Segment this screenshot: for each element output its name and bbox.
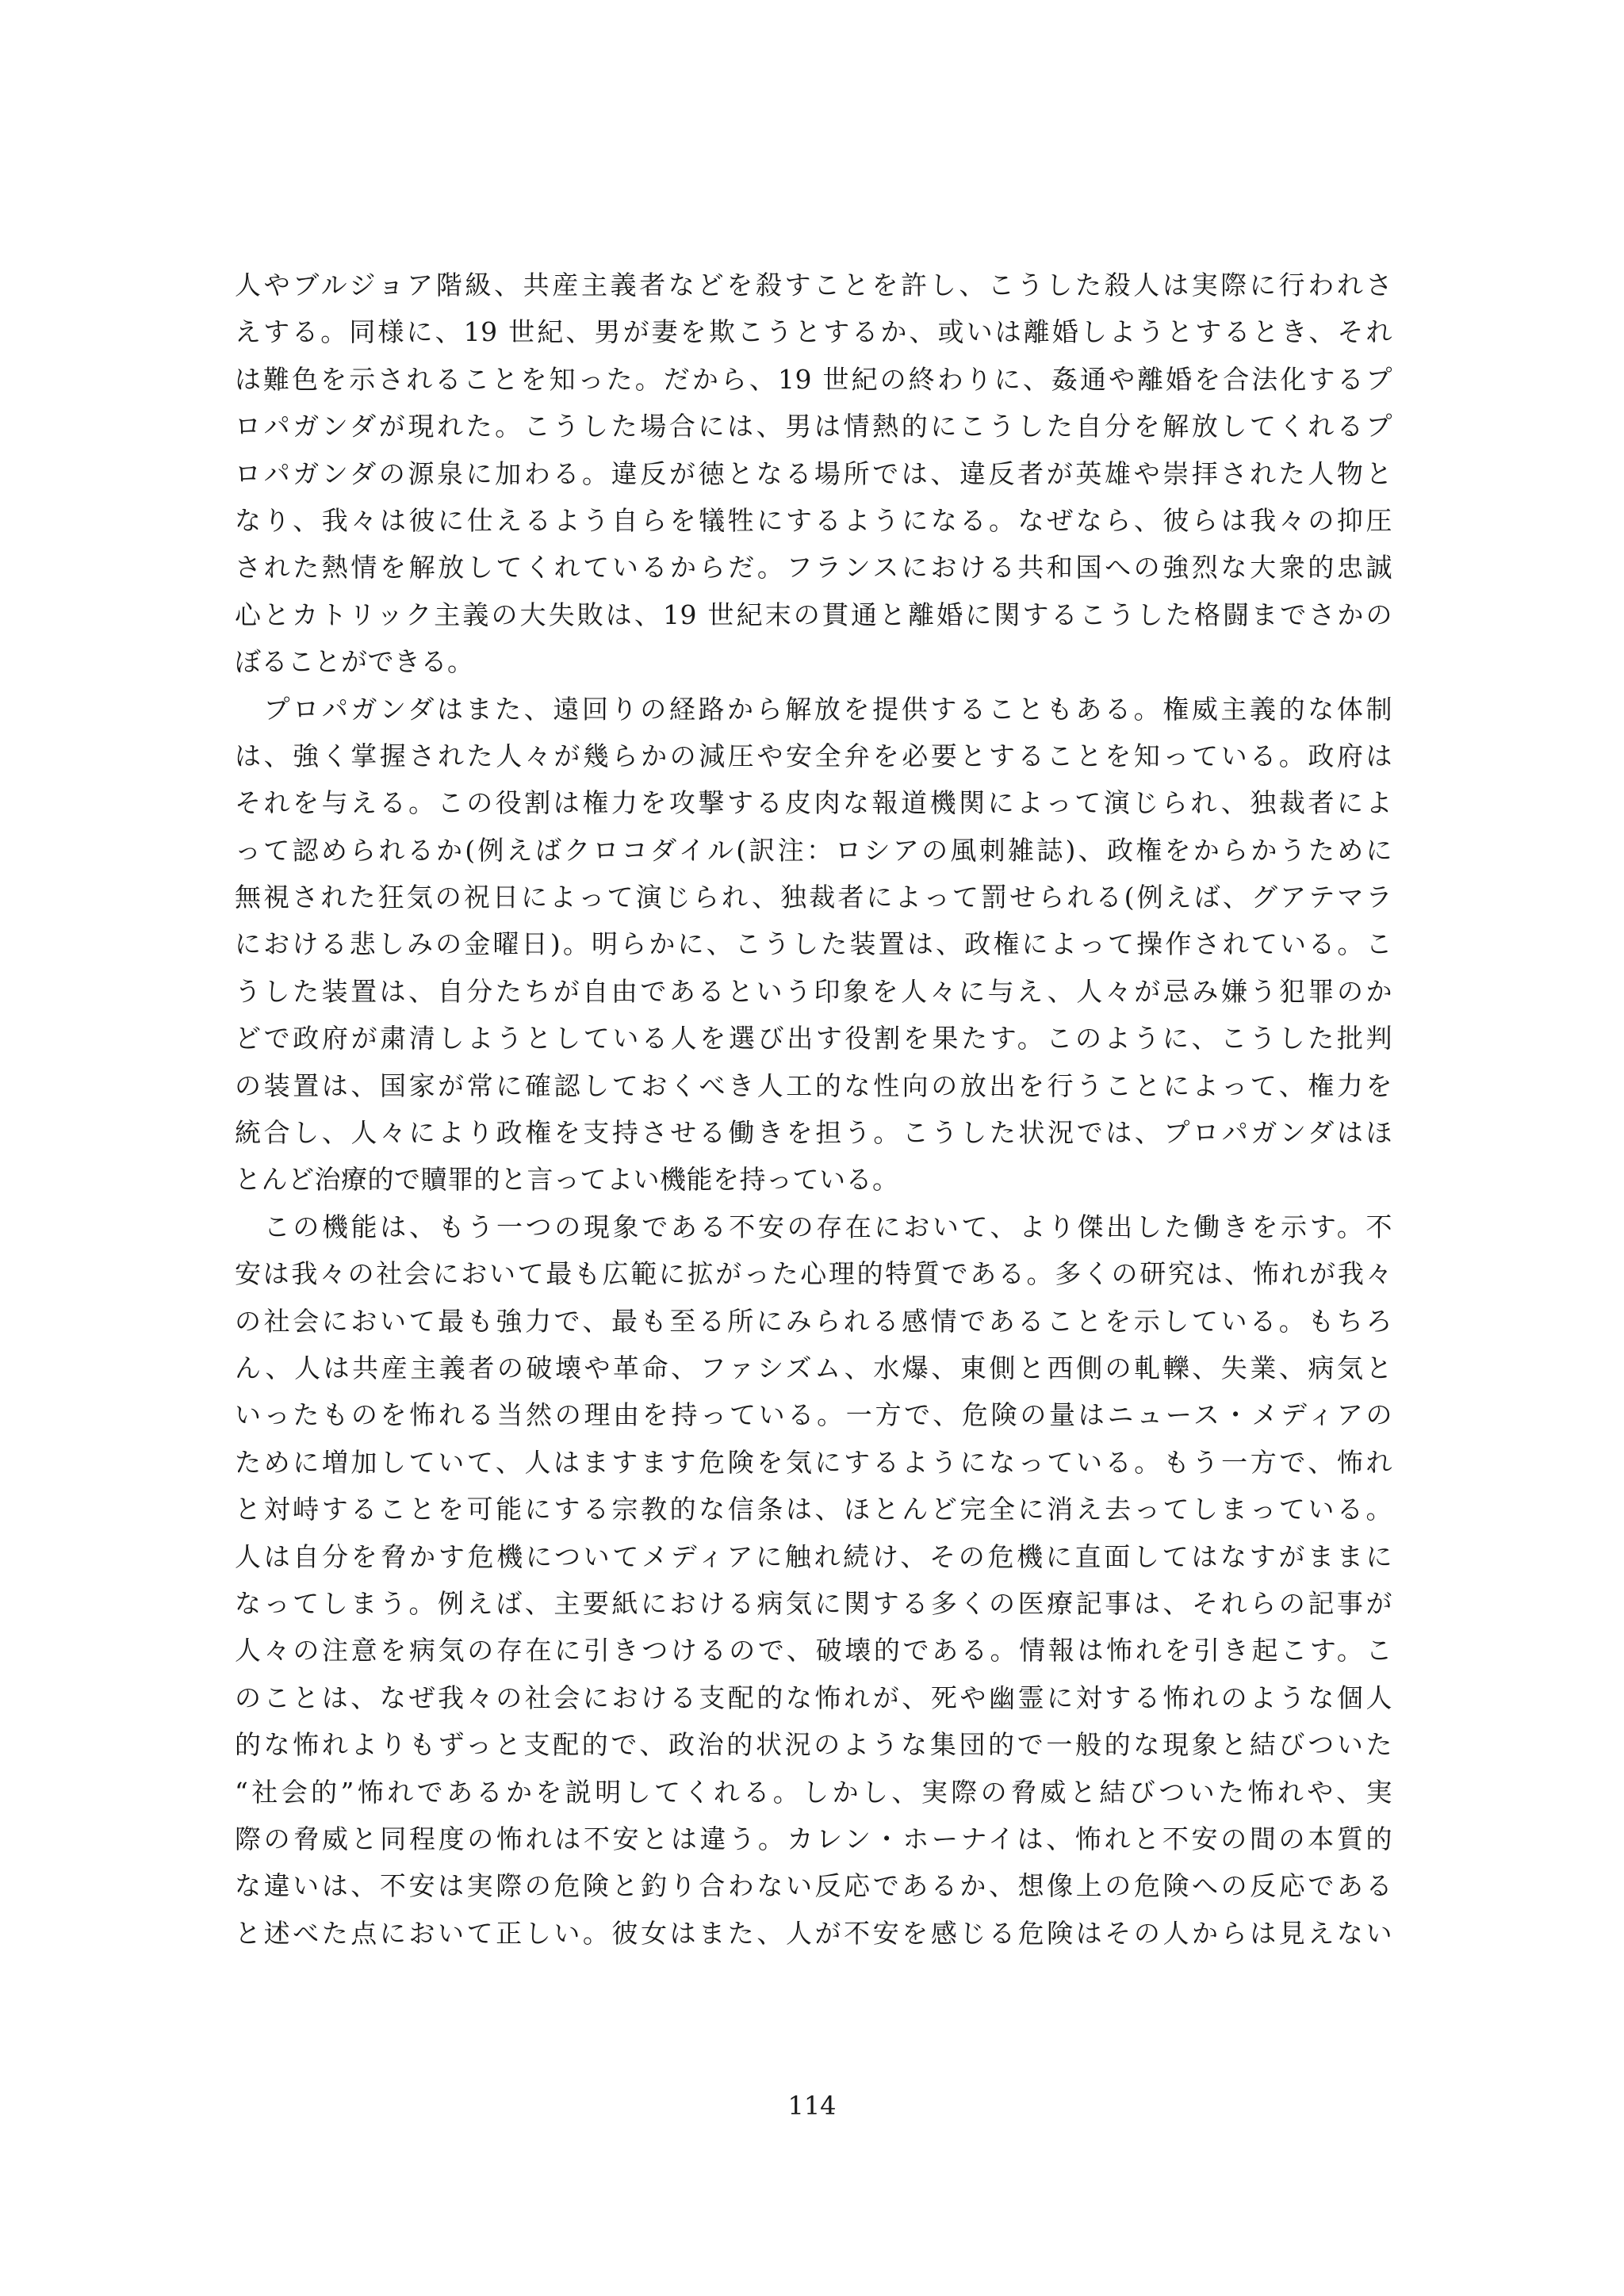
text-line: 心とカトリック主義の大失敗は、19 世紀末の貫通と離婚に関するこうした格闘までさかの xyxy=(235,599,1392,630)
text-line: 人々の注意を病気の存在に引きつけるので、破壊的である。情報は怖れを引き起こす。こ xyxy=(235,1635,1392,1667)
text-line: は、強く掌握された人々が幾らかの減圧や安全弁を必要とすることを知っている。政府は xyxy=(235,740,1392,771)
text-line: 人やブルジョア階級、共産主義者などを殺すことを許し、こうした殺人は実際に行われさ xyxy=(235,270,1392,300)
text-line: 人は自分を脅かす危機についてメディアに触れ続け、その危機に直面してはなすがままに xyxy=(235,1540,1392,1572)
text-line: の社会において最も強力で、最も至る所にみられる感情であることを示している。もちろ xyxy=(235,1305,1392,1337)
text-line: な違いは、不安は実際の危険と釣り合わない反応であるか、想像上の危険への反応である xyxy=(235,1870,1392,1902)
text-line: 統合し、人々により政権を支持させる働きを担う。こうした状況では、プロパガンダはほ xyxy=(235,1117,1392,1149)
text-line: それを与える。この役割は権力を攻撃する皮肉な報道機関によって演じられ、独裁者によ xyxy=(235,787,1392,819)
text-line: とんど治療的で贖罪的と言ってよい機能を持っている。 xyxy=(235,1164,899,1196)
text-line: “社会的”怖れであるかを説明してくれる。しかし、実際の脅威と結びついた怖れや、実 xyxy=(235,1776,1392,1808)
text-line: ロパガンダの源泉に加わる。違反が徳となる場所では、違反者が英雄や崇拝された人物と xyxy=(235,457,1392,489)
text-line: なり、我々は彼に仕えるよう自らを犠牲にするようになる。なぜなら、彼らは我々の抑圧 xyxy=(235,504,1392,536)
text-line: における悲しみの金曜日)。明らかに、こうした装置は、政権によって操作されている。こ xyxy=(235,928,1392,960)
text-line: なってしまう。例えば、主要紙における病気に関する多くの医療記事は、それらの記事が xyxy=(235,1587,1392,1619)
text-line: 無視された狂気の祝日によって演じられ、独裁者によって罰せられる(例えば、グアテマラ xyxy=(235,882,1392,913)
text-line: いったものを怖れる当然の理由を持っている。一方で、危険の量はニュース・メディアの xyxy=(235,1399,1392,1431)
text-line: プロパガンダはまた、遠回りの経路から解放を提供することもある。権威主義的な体制 xyxy=(235,693,1392,725)
text-line: えする。同様に、19 世紀、男が妻を欺こうとするか、或いは離婚しようとするとき、それ xyxy=(235,316,1392,348)
text-line: と述べた点において正しい。彼女はまた、人が不安を感じる危険はその人からは見えない xyxy=(235,1917,1392,1949)
text-line: された熱情を解放してくれているからだ。フランスにおける共和国への強烈な大衆的忠誠 xyxy=(235,552,1392,584)
text-line: ロパガンダが現れた。こうした場合には、男は情熱的にこうした自分を解放してくれるプ xyxy=(235,411,1392,442)
text-line: ん、人は共産主義者の破壊や革命、ファシズム、水爆、東側と西側の軋轢、失業、病気と xyxy=(235,1352,1392,1383)
text-line: 安は我々の社会において最も広範に拡がった心理的特質である。多くの研究は、怖れが我々 xyxy=(235,1258,1392,1290)
text-line: 的な怖れよりもずっと支配的で、政治的状況のような集団的で一般的な現象と結びついた xyxy=(235,1729,1392,1761)
text-line: うした装置は、自分たちが自由であるという印象を人々に与え、人々が忌み嫌う犯罪のか xyxy=(235,975,1392,1007)
text-line: ために増加していて、人はますます危険を気にするようになっている。もう一方で、怖れ xyxy=(235,1446,1392,1478)
text-line: どで政府が粛清しようとしている人を選び出す役割を果たす。このように、こうした批判 xyxy=(235,1023,1392,1054)
text-line: の装置は、国家が常に確認しておくべき人工的な性向の放出を行うことによって、権力を xyxy=(235,1070,1392,1101)
body-text xyxy=(235,262,1392,1957)
page-number: 114 xyxy=(787,2091,837,2121)
text-line: ぼることができる。 xyxy=(235,646,474,678)
text-line: 際の脅威と同程度の怖れは不安とは違う。カレン・ホーナイは、怖れと不安の間の本質的 xyxy=(235,1823,1392,1854)
text-line: と対峙することを可能にする宗教的な信条は、ほとんど完全に消え去ってしまっている。 xyxy=(235,1494,1392,1525)
text-line: って認められるか(例えばクロコダイル(訳注：ロシアの風刺雑誌)、政権をからかうために xyxy=(235,834,1392,866)
text-line: は難色を示されることを知った。だから、19 世紀の終わりに、姦通や離婚を合法化するプ xyxy=(235,363,1392,395)
text-line: この機能は、もう一つの現象である不安の存在において、より傑出した働きを示す。不 xyxy=(235,1211,1392,1242)
text-line: のことは、なぜ我々の社会における支配的な怖れが、死や幽霊に対する怖れのような個人 xyxy=(235,1682,1392,1713)
